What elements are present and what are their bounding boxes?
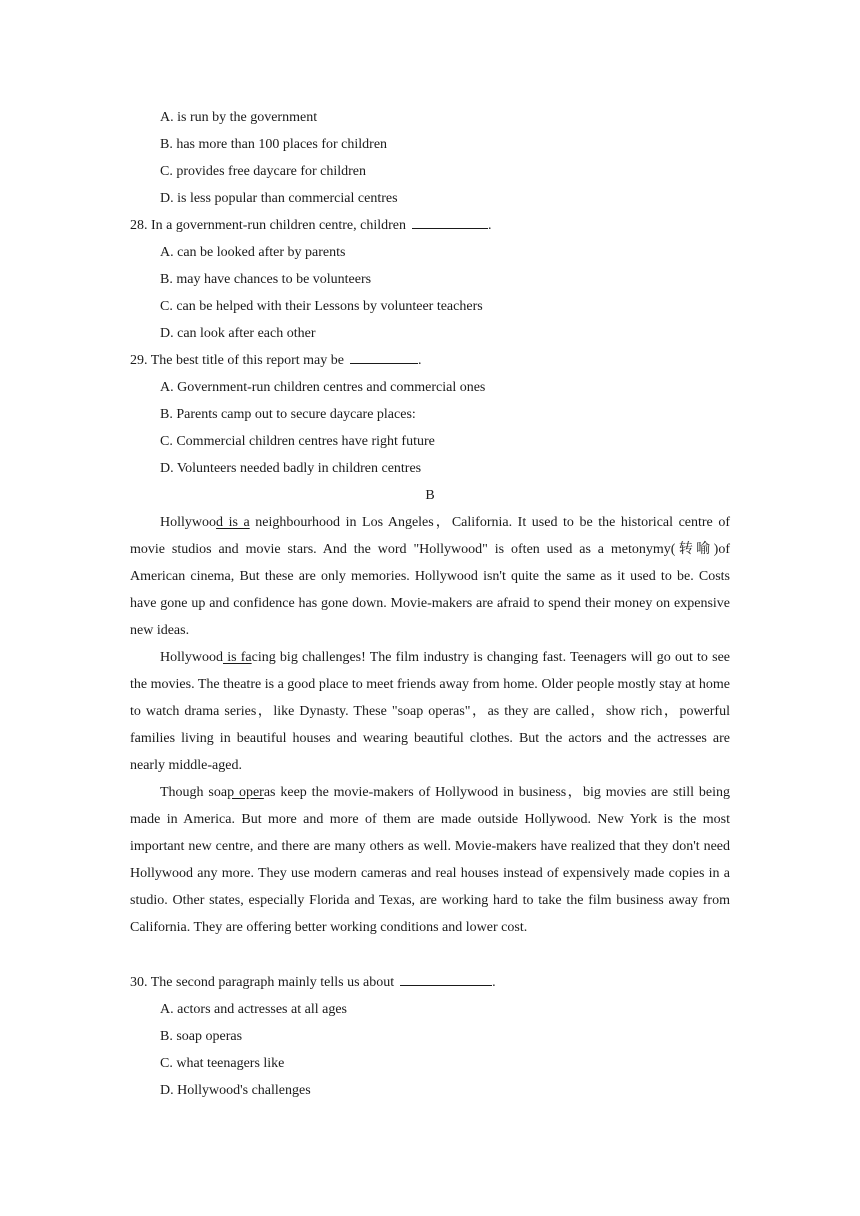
q27-option-b: B. has more than 100 places for children: [160, 137, 388, 152]
q29-option-a: A. Government-run children centres and commercial ones: [160, 380, 486, 395]
q30-option-b: B. soap operas: [160, 1029, 243, 1044]
paragraph-text: cing big challenges! The film industry is changing fast. Teenagers will go out to see the movies. The theatre is a good place to meet friends away from home. Older people mostly stay at home to watch drama series，like Dynasty. These "soap operas"，as they are called，show rich，powerful families living in beautiful houses and wearing beautiful clothes. But the actors and the actresses are nearly middle-aged.: [130, 650, 731, 773]
question-28-stem: 28. In a government-run children centre, children: [130, 218, 407, 233]
question-30-stem: 30. The second paragraph mainly tells us about: [130, 975, 395, 990]
paragraph-text: Hollywoo: [160, 515, 216, 530]
underlined-text: is fa: [223, 650, 252, 665]
q30-option-a: A. actors and actresses at all ages: [160, 1002, 347, 1017]
question-29: [130, 347, 421, 374]
paragraph-text: Though soa: [160, 785, 228, 800]
passage-paragraph-3: [130, 779, 730, 941]
answer-blank: [350, 348, 418, 364]
q30-option-c: C. what teenagers like: [160, 1056, 285, 1071]
q28-option-b: B. may have chances to be volunteers: [160, 272, 372, 287]
question-28-end: .: [488, 218, 492, 233]
answer-blank: [412, 213, 488, 229]
q29-option-b: B. Parents camp out to secure daycare places:: [160, 407, 416, 422]
q30-option-d: D. Hollywood's challenges: [160, 1083, 311, 1098]
passage-paragraph-1: [130, 509, 730, 644]
q28-option-a: A. can be looked after by parents: [160, 245, 346, 260]
q29-option-d: D. Volunteers needed badly in children centres: [160, 461, 422, 476]
question-29-end: .: [417, 353, 422, 368]
answer-blank: [400, 970, 492, 986]
question-28: [130, 212, 492, 239]
underlined-text: p oper: [227, 785, 264, 800]
paragraph-text: Hollywood: [160, 650, 223, 665]
q28-option-d: D. can look after each other: [160, 326, 316, 341]
section-label: B: [425, 488, 435, 503]
q27-option-c: C. provides free daycare for children: [160, 164, 367, 179]
paragraph-text: as keep the movie-makers of Hollywood in business，big movies are still being made in America. But more and more of them are made outside Hollywood. New York is the most important new centre, and there are many others as well. Movie-makers have realized that they don't need Hollywood any more. They use modern cameras and real houses instead of expensively made copies in a studio. Other states, especially Florida and Texas, are working hard to take the film business away from California. They are offering better working conditions and lower cost.: [130, 785, 730, 935]
question-30-end: .: [492, 975, 496, 990]
underlined-text: d is a: [216, 515, 250, 530]
q29-option-c: C. Commercial children centres have right future: [160, 434, 435, 449]
passage-paragraph-2: [130, 644, 730, 779]
q27-option-d: D. is less popular than commercial centres: [160, 191, 398, 206]
question-29-stem: 29. The best title of this report may be: [130, 353, 344, 368]
q28-option-c: C. can be helped with their Lessons by volunteer teachers: [160, 299, 483, 314]
paragraph-text: neighbourhood in Los Angeles，California. It used to be the historical centre of movie studios and movie stars. And the word "Hollywood" is often used as a metonymy(转喻)of American cinema, But these are only memories. Hollywood isn't quite the same as it used to be. Costs have gone up and confidence has gone down. Movie-makers are afraid to spend their money on expensive new ideas.: [130, 515, 730, 638]
question-30: [130, 969, 496, 996]
q27-option-a: A. is run by the government: [160, 110, 318, 125]
